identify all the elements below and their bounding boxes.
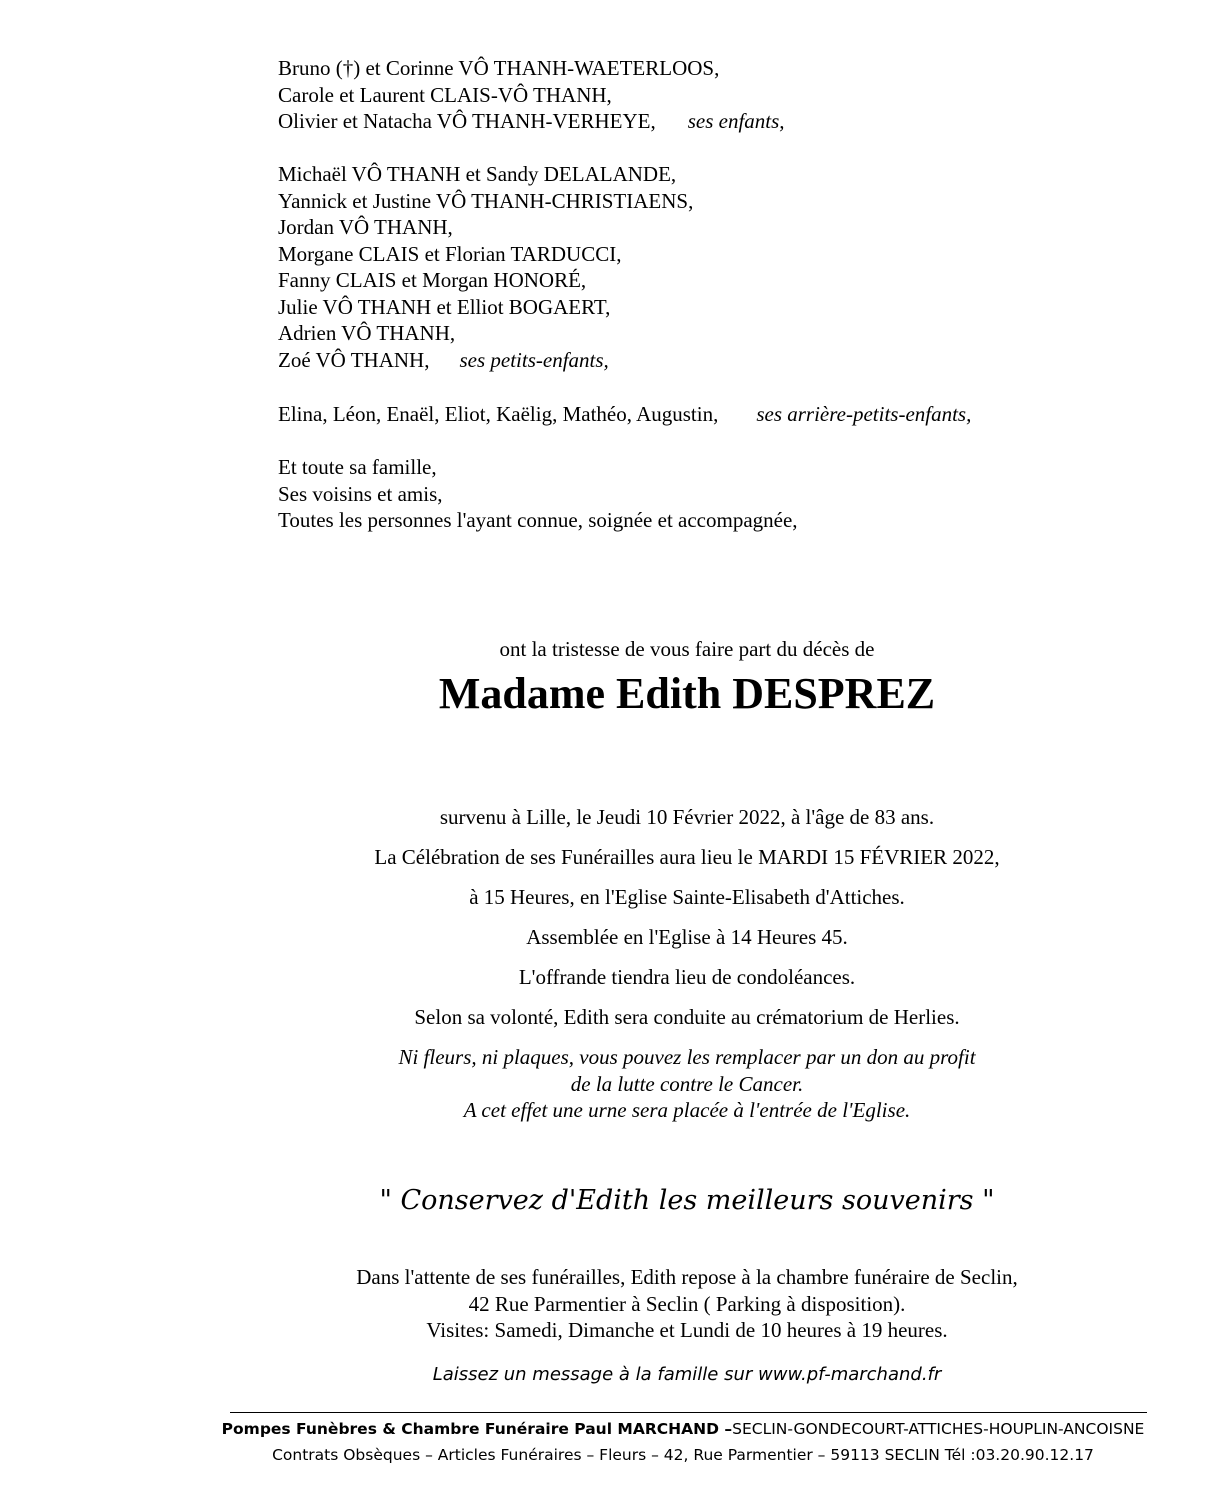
- family-line: Et toute sa famille,: [278, 455, 437, 479]
- family-line-text: Zoé VÔ THANH,: [278, 347, 430, 372]
- children-list: [278, 55, 785, 135]
- footer: [76, 1416, 1214, 1468]
- footer-divider: [230, 1412, 1147, 1413]
- footer-company-line: [76, 1416, 1214, 1442]
- detail-line: à 15 Heures, en l'Eglise Sainte-Elisabeth d'Attiches.: [469, 885, 905, 909]
- announcement-intro: ont la tristesse de vous faire part du décès de: [499, 637, 875, 661]
- detail-line: L'offrande tiendra lieu de condoléances.: [518, 965, 856, 989]
- grandchildren-role: ses petits-enfants,: [459, 347, 609, 372]
- footer-company: Pompes Funèbres & Chambre Funéraire Paul MARCHAND –: [221, 1420, 733, 1438]
- vigil-line: 42 Rue Parmentier à Seclin ( Parking à disposition).: [468, 1291, 906, 1316]
- donation-line: de la lutte contre le Cancer.: [570, 1071, 804, 1096]
- family-line: Michaël VÔ THANH et Sandy DELALANDE,: [278, 162, 677, 186]
- vigil-line: Visites: Samedi, Dimanche et Lundi de 10 heures à 19 heures.: [426, 1318, 948, 1342]
- donation-note: [80, 1044, 1214, 1124]
- footer-towns: SECLIN-GONDECOURT-ATTICHES-HOUPLIN-ANCOISNE: [732, 1420, 1145, 1438]
- detail-line: survenu à Lille, le Jeudi 10 Février 2022, à l'âge de 83 ans.: [439, 805, 935, 829]
- family-line: Adrien VÔ THANH,: [278, 321, 456, 345]
- family-line: Carole et Laurent CLAIS-VÔ THANH,: [278, 82, 612, 107]
- family-line: Jordan VÔ THANH,: [278, 215, 453, 239]
- family-line: Fanny CLAIS et Morgan HONORÉ,: [278, 268, 587, 292]
- family-line: [278, 401, 971, 428]
- deceased-name: Madame Edith DESPREZ: [438, 669, 936, 718]
- donation-line: Ni fleurs, ni plaques, vous pouvez les remplacer par un don au profit: [398, 1045, 976, 1069]
- memorial-quote: " Conservez d'Edith les meilleurs souvenirs ": [379, 1185, 995, 1216]
- funeral-details: [80, 797, 1214, 1037]
- great-grandchildren-line: [278, 401, 971, 428]
- donation-line: A cet effet une urne sera placée à l'entrée de l'Eglise.: [463, 1098, 911, 1122]
- detail-line: La Célébration de ses Funérailles aura lieu le MARDI 15 FÉVRIER 2022,: [374, 845, 1000, 869]
- others-list: [278, 454, 798, 534]
- great-grandchildren-names: Elina, Léon, Enaël, Eliot, Kaëlig, Mathéo, Augustin,: [278, 402, 719, 426]
- family-line-text: Olivier et Natacha VÔ THANH-VERHEYE,: [278, 109, 656, 133]
- message-link[interactable]: Laissez un message à la famille sur www.pf-marchand.fr: [432, 1364, 942, 1385]
- family-line: Bruno (†) et Corinne VÔ THANH-WAETERLOOS,: [278, 56, 720, 80]
- vigil-info: [80, 1264, 1214, 1344]
- detail-line: Selon sa volonté, Edith sera conduite au crématorium de Herlies.: [414, 1005, 960, 1029]
- family-line: [278, 108, 785, 135]
- vigil-line: Dans l'attente de ses funérailles, Edith repose à la chambre funéraire de Seclin,: [356, 1265, 1018, 1289]
- family-line: [278, 347, 693, 374]
- footer-contact: Contrats Obsèques – Articles Funéraires – Fleurs – 42, Rue Parmentier – 59113 SECLIN Tél :03.20.90.12.17: [272, 1446, 1094, 1464]
- grandchildren-list: [278, 161, 693, 373]
- family-line: Ses voisins et amis,: [278, 481, 443, 506]
- family-line: Morgane CLAIS et Florian TARDUCCI,: [278, 241, 622, 266]
- family-line: Yannick et Justine VÔ THANH-CHRISTIAENS,: [278, 188, 694, 213]
- great-grandchildren-role: ses arrière-petits-enfants,: [756, 402, 972, 426]
- detail-line: Assemblée en l'Eglise à 14 Heures 45.: [526, 925, 848, 949]
- family-line: Toutes les personnes l'ayant connue, soignée et accompagnée,: [278, 508, 798, 532]
- children-role: ses enfants,: [687, 109, 785, 133]
- family-line: Julie VÔ THANH et Elliot BOGAERT,: [278, 294, 611, 319]
